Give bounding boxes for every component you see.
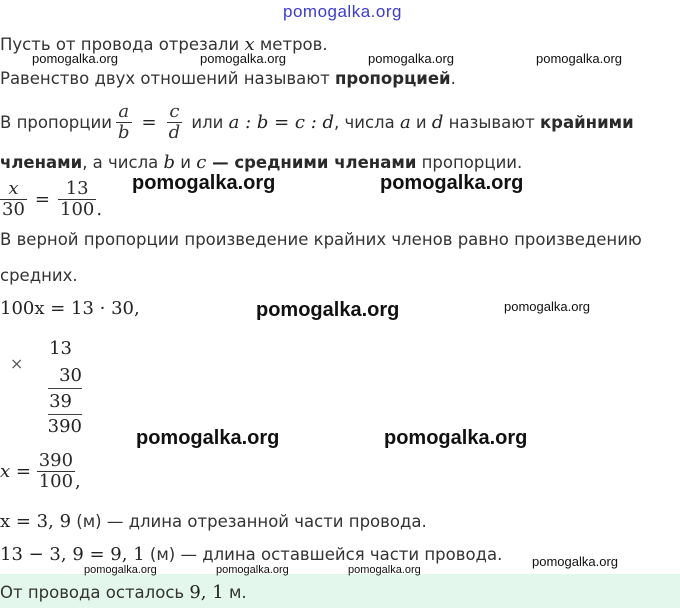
text-segment: В пропорции <box>0 112 112 132</box>
text-line-2 <box>0 69 456 88</box>
fraction-a-b <box>116 102 132 143</box>
math-variable: c <box>196 152 207 173</box>
math-expression: a : b = c : d <box>228 111 335 133</box>
text-segment: Пусть от провода отрезали <box>0 35 245 54</box>
math-variable: b <box>163 152 176 173</box>
text-segment: , а числа <box>82 153 164 172</box>
math-expression: x = 3, 9 <box>0 511 72 532</box>
watermark: pomogalka.org <box>504 299 590 314</box>
text-segment: м. <box>223 583 247 602</box>
text-line-6: средних. <box>0 266 78 285</box>
text-segment: (м) — длина оставшейся части провода. <box>144 545 503 564</box>
fraction-numerator: c <box>167 102 183 123</box>
math-variable: a <box>399 111 411 133</box>
equals-sign: = <box>34 188 50 210</box>
equation-product: 100x = 13 · 30, <box>0 298 140 319</box>
bold-term: средними членами <box>234 153 417 172</box>
result-line <box>48 414 82 415</box>
fraction-denominator: 100 <box>38 470 74 492</box>
math-expression: x = <box>0 460 37 482</box>
fraction-13-100 <box>58 179 96 220</box>
comma: , <box>75 471 81 492</box>
text-line-cut-length <box>0 511 427 532</box>
math-expression: 9, 1 <box>189 582 224 603</box>
fraction-c-d <box>167 102 183 143</box>
multiply-sign: × <box>10 354 24 373</box>
multiplicand: 13 <box>49 338 72 359</box>
text-segment: (м) — длина отрезанной части провода. <box>71 512 427 531</box>
fraction-denominator: 100 <box>60 198 95 220</box>
text-segment: и <box>410 112 432 132</box>
bold-dash: — <box>206 153 235 172</box>
period: . <box>96 199 103 220</box>
fraction-numerator: x <box>0 179 27 200</box>
product-result: 390 <box>47 416 82 437</box>
fraction-denominator: 30 <box>2 198 25 220</box>
text-segment: Равенство двух отношений называют <box>0 69 335 88</box>
column-multiplication <box>0 336 90 440</box>
answer-text <box>0 582 247 603</box>
fraction-numerator: a <box>116 102 132 123</box>
bold-term: крайними <box>539 112 634 132</box>
watermark: pomogalka.org <box>532 554 618 569</box>
watermark: pomogalka.org <box>384 427 528 449</box>
text-segment: пропорции. <box>416 153 523 172</box>
watermark: pomogalka.org <box>536 51 622 66</box>
watermark: pomogalka.org <box>256 299 400 321</box>
watermark: pomogalka.org <box>84 564 157 576</box>
watermark: pomogalka.org <box>368 51 454 66</box>
watermark: pomogalka.org <box>200 51 286 66</box>
text-line-3 <box>0 98 634 146</box>
fraction-denominator: d <box>168 121 181 143</box>
text-segment: или <box>186 112 229 132</box>
watermark: pomogalka.org <box>380 172 524 194</box>
text-segment: метров. <box>254 35 328 54</box>
watermark-top: pomogalka.org <box>283 2 402 21</box>
watermark: pomogalka.org <box>216 564 289 576</box>
equation-proportion <box>0 176 102 222</box>
math-variable: x <box>244 34 255 55</box>
text-segment: и <box>175 153 197 172</box>
watermark: pomogalka.org <box>132 172 276 194</box>
text-line-remaining-length <box>0 544 502 565</box>
watermark: pomogalka.org <box>32 51 118 66</box>
fraction-numerator: 390 <box>38 449 74 471</box>
multiplier: 30 <box>59 365 82 386</box>
text-line-5: В верной пропорции произведение крайних членов равно произведению <box>0 230 642 249</box>
fraction-numerator: 13 <box>58 179 96 200</box>
text-segment: От провода осталось <box>0 583 190 602</box>
bold-term: пропорцией <box>334 69 451 88</box>
fraction-390-100 <box>37 451 75 492</box>
text-segment: . <box>450 69 456 88</box>
bold-term: членами <box>0 153 83 172</box>
math-variable: d <box>431 111 444 133</box>
equals-sign: = <box>141 111 157 133</box>
text-line-4 <box>0 152 522 173</box>
partial-product: 39 <box>49 391 72 412</box>
sum-line <box>48 388 82 389</box>
equation-x-value <box>0 446 81 496</box>
math-expression: 13 − 3, 9 = 9, 1 <box>0 544 145 565</box>
watermark: pomogalka.org <box>348 564 421 576</box>
watermark: pomogalka.org <box>136 427 280 449</box>
fraction-denominator: b <box>117 121 130 143</box>
text-segment: , числа <box>334 112 400 132</box>
text-segment: называют <box>443 112 540 132</box>
fraction-x-30 <box>0 179 27 220</box>
